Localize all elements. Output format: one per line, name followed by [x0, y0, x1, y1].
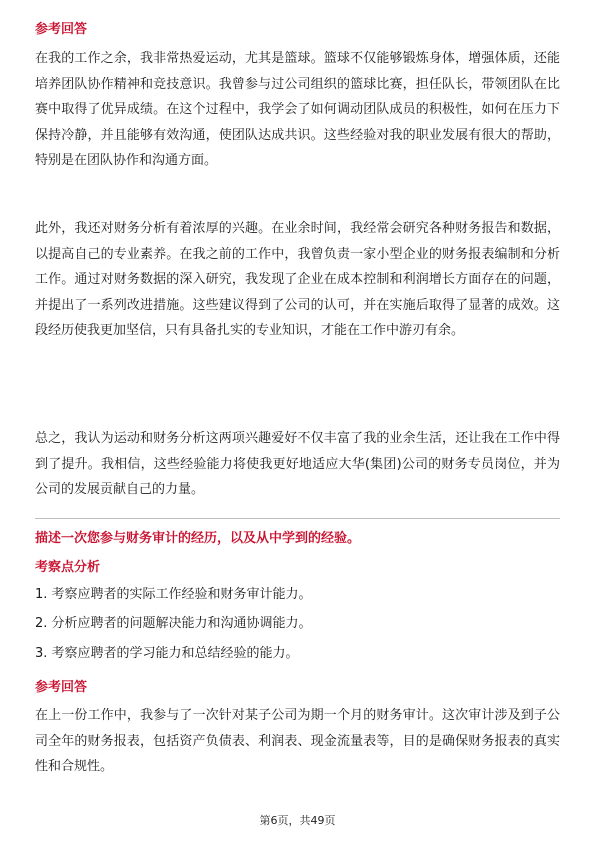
answer-heading-2: 参考回答 — [35, 680, 88, 695]
analysis-point: 3. 考察应聘者的学习能力和总结经验的能力。 — [35, 646, 299, 661]
answer-paragraph-2: 此外，我还对财务分析有着浓厚的兴趣。在业余时间，我经常会研究各种财务报告和数据，以提高自己的专业素养。在我之前的工作中，我曾负责一家小型企业的财务报表编制和分析工作。通过对财务数据的深入研究，我发现了企业在成本控制和利润增长方面存在的问题，并提出了一系列改进措施。这些建议得到了公司的认可，并在实施后取得了显著的成效。这段经历使我更加坚信，只有具备扎实的专业知识，才能在工作中游刃有余。 — [35, 221, 560, 338]
page-number: 第6页，共49页 — [259, 814, 336, 827]
question-heading: 描述一次您参与财务审计的经历，以及从中学到的经验。 — [35, 531, 361, 546]
answer-paragraph-4: 在上一份工作中，我参与了一次针对某子公司为期一个月的财务审计。这次审计涉及到子公司全年的财务报表，包括资产负债表、利润表、现金流量表等，目的是确保财务报表的真实性和合规性。 — [35, 708, 560, 774]
analysis-point: 2. 分析应聘者的问题解决能力和沟通协调能力。 — [35, 616, 312, 631]
analysis-heading: 考察点分析 — [35, 560, 101, 575]
answer-heading: 参考回答 — [35, 22, 88, 37]
section-divider — [35, 518, 560, 519]
answer-paragraph-3: 总之，我认为运动和财务分析这两项兴趣爱好不仅丰富了我的业余生活，还让我在工作中得到了提升。我相信，这些经验能力将使我更好地适应大华(集团)公司的财务专员岗位，并为公司的发展贡献自己的力量。 — [35, 431, 560, 497]
answer-paragraph-1: 在我的工作之余，我非常热爱运动，尤其是篮球。篮球不仅能够锻炼身体，增强体质，还能培养团队协作精神和竞技意识。我曾参与过公司组织的篮球比赛，担任队长，带领团队在比赛中取得了优异成绩。在这个过程中，我学会了如何调动团队成员的积极性，如何在压力下保持冷静，并且能够有效沟通，使团队达成共识。这些经验对我的职业发展有很大的帮助，特别是在团队协作和沟通方面。 — [35, 51, 560, 168]
analysis-point: 1. 考察应聘者的实际工作经验和财务审计能力。 — [35, 587, 312, 602]
